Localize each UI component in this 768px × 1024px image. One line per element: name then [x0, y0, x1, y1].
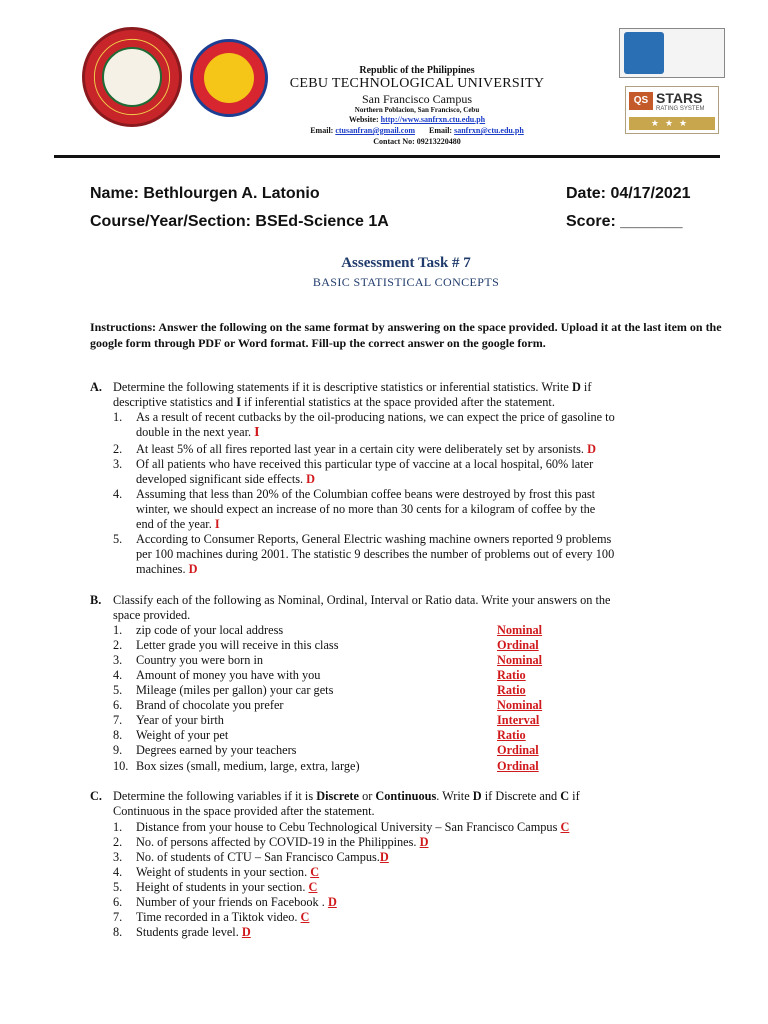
- section-a-item-4-line1: Assuming that less than 20% of the Columbian coffee beans were destroyed by frost this past: [136, 487, 596, 501]
- section-c-item-text: Time recorded in a Tiktok video.: [136, 910, 298, 924]
- university-name: CEBU TECHNOLOGICAL UNIVERSITY: [289, 76, 545, 91]
- section-a-item-2: [136, 442, 736, 457]
- section-c-intro-if: if: [572, 789, 580, 803]
- section-a-item-1-line1: As a result of recent cutbacks by the oil-producing nations, we can expect the price of gasoline to: [136, 410, 615, 424]
- section-c-item-num: 5.: [113, 880, 123, 894]
- section-a-item-2-answer: D: [587, 442, 596, 456]
- email-link-2[interactable]: sanfrxn@ctu.edu.ph: [454, 126, 524, 135]
- section-a-intro-if: if: [583, 380, 592, 394]
- section-b-item-answer: Ordinal: [497, 638, 539, 652]
- section-b-item-num: 1.: [113, 623, 123, 637]
- section-b-item-answer: Nominal: [497, 653, 543, 667]
- section-a-item-1-line2: [136, 425, 736, 440]
- section-b-item-text: Brand of chocolate you prefer: [136, 698, 284, 712]
- section-a-item-5-line3: [136, 562, 736, 577]
- assessment-subtitle: BASIC STATISTICAL CONCEPTS: [312, 275, 500, 289]
- section-b-item-answer: Ordinal: [497, 743, 539, 757]
- instructions: Instructions: Answer the following on the same format by answering on the space provided. Upload it at the last item on the google form through PDF or Word format. Fill-up the correct answer on the google form.: [90, 320, 722, 350]
- section-c-item-text: Number of your friends on Facebook .: [136, 895, 325, 909]
- email-line: [222, 126, 612, 135]
- section-b-item-num: 3.: [113, 653, 123, 667]
- section-b-item-text: Letter grade you will receive in this class: [136, 638, 339, 652]
- website-link[interactable]: http://www.sanfrxn.ctu.edu.ph: [380, 115, 486, 124]
- section-c-item: [136, 865, 319, 880]
- contact-line: Contact No: 09213220480: [373, 137, 461, 146]
- section-b-item-answer: Nominal: [497, 623, 543, 637]
- republic-line: Republic of the Philippines: [359, 65, 475, 76]
- section-a-intro-line2: [113, 395, 733, 410]
- section-a-item-5: [136, 532, 736, 578]
- section-c-item-num: 1.: [113, 820, 123, 834]
- section-b-item-num: 4.: [113, 668, 123, 682]
- score: Score: _______: [566, 213, 683, 230]
- section-a-item-5-line1: According to Consumer Reports, General Electric washing machine owners reported 9 problems: [136, 532, 612, 546]
- section-c-letter: C.: [90, 789, 102, 803]
- section-b-intro-line1: Classify each of the following as Nominal, Ordinal, Interval or Ratio data. Write your answers on the: [113, 593, 611, 607]
- section-b-letter: B.: [90, 593, 102, 607]
- assessment-title: Assessment Task # 7: [341, 255, 471, 271]
- section-a-item-1-text: double in the next year.: [136, 425, 252, 440]
- qs-rating-text: RATING SYSTEM: [656, 106, 705, 112]
- section-c-item-num: 7.: [113, 910, 123, 924]
- section-b-item-num: 6.: [113, 698, 123, 712]
- section-c-item-answer: C: [308, 880, 318, 894]
- section-c-intro-d: D: [472, 789, 482, 803]
- section-b-item-answer: Ratio: [497, 683, 526, 697]
- section-a-item-4: [136, 487, 736, 533]
- section-b-intro-line2: space provided.: [113, 608, 191, 622]
- section-b-item-answer: Ratio: [497, 728, 526, 742]
- section-a-item-5-answer: D: [188, 562, 198, 577]
- section-b-item-text: Degrees earned by your teachers: [136, 743, 297, 757]
- section-c-item-text: No. of persons affected by COVID-19 in the Philippines.: [136, 835, 417, 849]
- section-a-item-4-text: end of the year.: [136, 517, 212, 532]
- section-b-item-answer: Ratio: [497, 668, 526, 682]
- qs-stars-text: STARS: [656, 90, 703, 106]
- section-c-item: [136, 880, 317, 895]
- section-b-item-answer: Nominal: [497, 698, 543, 712]
- section-c-item-num: 6.: [113, 895, 123, 909]
- section-c-item-answer: D: [419, 835, 429, 849]
- section-b-item-text: Weight of your pet: [136, 728, 229, 742]
- section-c-item-text: Distance from your house to Cebu Technological University – San Francisco Campus: [136, 820, 558, 834]
- section-c-intro-discrete-and: if Discrete and: [484, 789, 558, 803]
- section-a-item-num: 5.: [113, 532, 123, 546]
- email-label: Email:: [310, 126, 334, 135]
- section-a-item-1-answer: I: [254, 425, 260, 441]
- section-c-item-answer: C: [310, 865, 320, 879]
- section-c-item-text: Weight of students in your section.: [136, 865, 308, 879]
- section-a-letter: A.: [90, 380, 102, 394]
- section-c-item-num: 3.: [113, 850, 123, 864]
- date: Date: 04/17/2021: [566, 185, 691, 202]
- header-divider: [54, 155, 720, 158]
- tuv-mark-icon: [624, 32, 664, 74]
- section-c-item-text: No. of students of CTU – San Francisco Campus.: [136, 850, 380, 864]
- section-b-item-num: 10.: [113, 759, 129, 773]
- section-a-item-num: 2.: [113, 442, 123, 456]
- section-b-item-text: Year of your birth: [136, 713, 224, 727]
- section-a-intro-text: Determine the following statements if it is descriptive statistics or inferential statistics. Write: [113, 380, 569, 394]
- section-c-item: [136, 820, 569, 835]
- qs-stars-badge: [625, 86, 719, 134]
- section-a-item-5-text: machines.: [136, 562, 186, 577]
- section-a-item-3-line1: Of all patients who have received this particular type of vaccine at a local hospital, 60% later: [136, 457, 594, 471]
- website-line: [222, 115, 612, 124]
- section-c-item-num: 8.: [113, 925, 123, 939]
- section-c-item: [136, 895, 337, 910]
- section-a-item-3-text: developed significant side effects.: [136, 472, 304, 487]
- section-b-item-text: zip code of your local address: [136, 623, 284, 637]
- section-a-item-num: 1.: [113, 410, 123, 424]
- section-a-item-1: [136, 410, 736, 440]
- section-b-item-num: 2.: [113, 638, 123, 652]
- student-name: Name: Bethlourgen A. Latonio: [90, 185, 320, 202]
- section-a-item-3-line2: [136, 472, 736, 487]
- section-a-intro-line1: [113, 380, 733, 395]
- section-a-item-num: 4.: [113, 487, 123, 501]
- section-c-intro-text: Determine the following variables if it is: [113, 789, 314, 803]
- section-c-intro-line1: [113, 789, 733, 804]
- section-b-item-num: 8.: [113, 728, 123, 742]
- section-a-intro-text-3: if inferential statistics at the space provided after the statement.: [244, 395, 555, 409]
- section-a-item-num: 3.: [113, 457, 123, 471]
- section-b-item-answer: Interval: [497, 713, 540, 727]
- section-c-item-answer: C: [300, 910, 310, 924]
- section-c-intro-or: or: [362, 789, 373, 803]
- section-b-item-num: 7.: [113, 713, 123, 727]
- section-a-item-4-line3: [136, 517, 736, 532]
- section-c-item: [136, 850, 389, 865]
- section-a-intro-i: I: [236, 395, 242, 409]
- campus-name: San Francisco Campus: [362, 92, 472, 106]
- section-c-item-num: 2.: [113, 835, 123, 849]
- section-b-item-text: Mileage (miles per gallon) your car gets: [136, 683, 334, 697]
- section-b-item-text: Box sizes (small, medium, large, extra, large): [136, 759, 360, 773]
- section-c-item-answer: D: [327, 895, 337, 909]
- qs-star-bar: ★★★: [629, 117, 715, 130]
- section-c-item-num: 4.: [113, 865, 123, 879]
- section-a-intro-d: D: [571, 380, 581, 394]
- website-label: Website:: [348, 115, 379, 124]
- section-c-item-text: Height of students in your section.: [136, 880, 306, 894]
- section-c-item-text: Students grade level.: [136, 925, 239, 939]
- ctu-seal-logo: [82, 27, 182, 127]
- qs-logo: QS: [629, 92, 653, 110]
- tuv-certification-badge: [619, 28, 725, 78]
- section-a-item-4-line2: winter, we should expect an increase of no more than 30 cents for a kilogram of coffee by the: [136, 502, 596, 517]
- section-a-item-3-answer: D: [306, 472, 316, 487]
- email-link-1[interactable]: ctusanfran@gmail.com: [335, 126, 415, 135]
- section-c-intro-write: . Write: [436, 789, 470, 803]
- ctu-seal-emblem: [102, 47, 162, 107]
- section-c-item-answer: C: [560, 820, 570, 834]
- section-c-intro-line2: Continuous in the space provided after the statement.: [113, 804, 375, 818]
- section-c-intro-c: C: [560, 789, 570, 803]
- email-label-2: Email:: [428, 126, 453, 135]
- section-a-item-5-line2: per 100 machines during 2001. The statistic 9 describes the number of problems out of every 100: [136, 547, 615, 562]
- course-year-section: Course/Year/Section: BSEd-Science 1A: [90, 213, 389, 230]
- section-c-item: [136, 925, 251, 940]
- section-c-item-answer: D: [241, 925, 251, 939]
- section-a-item-4-answer: I: [214, 517, 220, 532]
- section-a-item-2-text: At least 5% of all fires reported last year in a certain city were deliberately set by arsonists.: [136, 442, 584, 456]
- section-c-item: [136, 835, 428, 850]
- section-c-item: [136, 910, 309, 925]
- section-c-intro-continuous: Continuous: [375, 789, 437, 803]
- section-a-intro-text-2: descriptive statistics and: [113, 395, 234, 409]
- campus-address: Northern Poblacion, San Francisco, Cebu: [354, 106, 480, 114]
- section-b-item-num: 9.: [113, 743, 123, 757]
- section-c-item-answer: D: [379, 850, 389, 864]
- section-a-item-3: [136, 457, 736, 487]
- section-b-item-answer: Ordinal: [497, 759, 539, 773]
- section-c-intro-discrete: Discrete: [316, 789, 359, 803]
- section-b-item-text: Country you were born in: [136, 653, 264, 667]
- section-b-item-num: 5.: [113, 683, 123, 697]
- section-b-item-text: Amount of money you have with you: [136, 668, 321, 682]
